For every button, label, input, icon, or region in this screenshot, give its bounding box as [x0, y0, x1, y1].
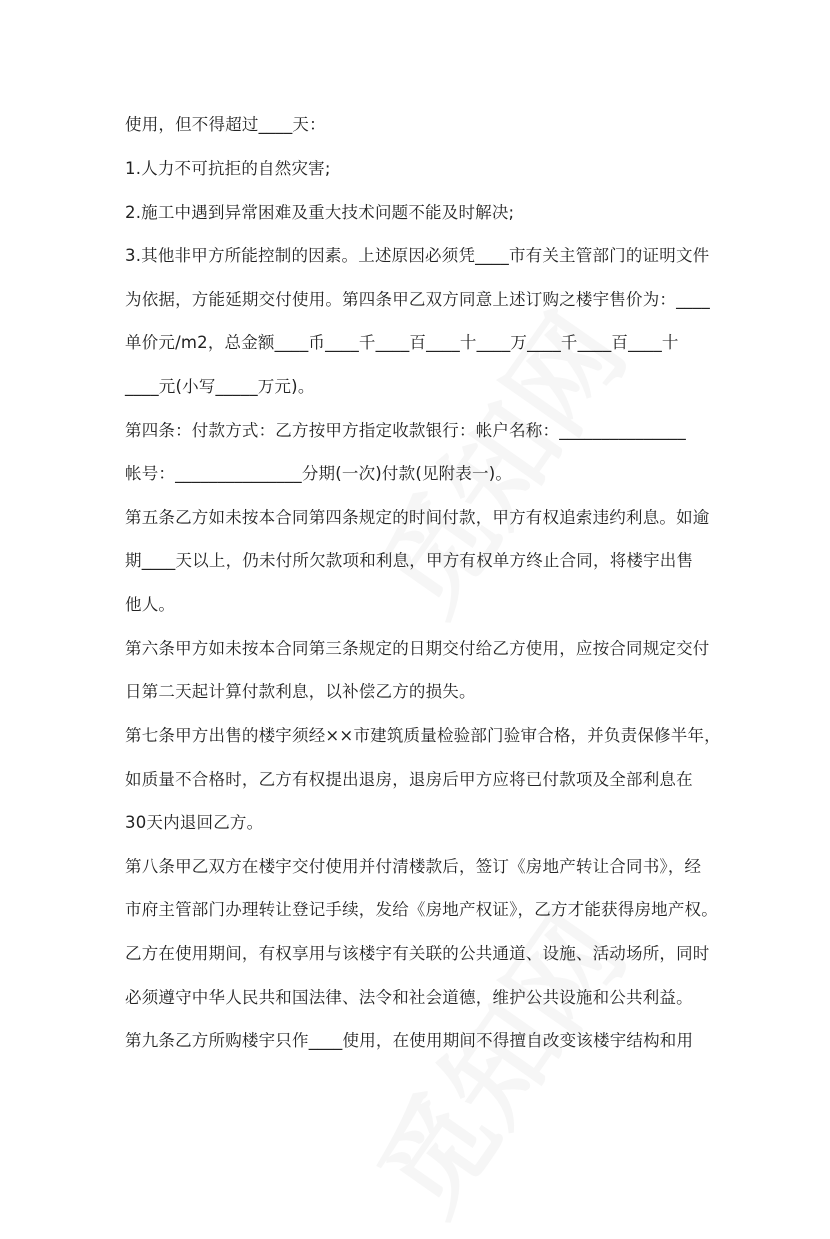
text-line: 第九条乙方所购楼宇只作____使用，在使用期间不得擅自改变该楼宇结构和用 — [125, 1031, 694, 1050]
text-line: 必须遵守中华人民共和国法律、法令和社会道德，维护公共设施和公共利益。 — [125, 988, 693, 1007]
text-line: 1.人力不可抗拒的自然灾害; — [125, 159, 331, 178]
text-line: 市府主管部门办理转让登记手续，发给《房地产权证》，乙方才能获得房地产权。 — [125, 900, 718, 919]
text-line: 乙方在使用期间，有权享用与该楼宇有关联的公共通道、设施、活动场所，同时 — [125, 944, 710, 963]
text-line: 期____天以上，仍未付所欠款项和利息，甲方有权单方终止合同，将楼宇出售 — [125, 551, 694, 570]
text-line: 第四条：付款方式：乙方按甲方指定收款银行：帐户名称：_______________ — [125, 421, 686, 440]
text-line: 帐号：_______________分期(一次)付款(见附表一)。 — [125, 464, 513, 483]
watermark — [336, 879, 655, 1239]
text-line: 为依据，方能延期交付使用。第四条甲乙双方同意上述订购之楼宇售价为：____ — [125, 290, 710, 309]
text-line: 第六条甲方如未按本合同第三条规定的日期交付给乙方使用，应按合同规定交付 — [125, 639, 710, 658]
text-line: 3.其他非甲方所能控制的因素。上述原因必须凭____市有关主管部门的证明文件 — [125, 246, 710, 265]
text-line: 他人。 — [125, 595, 176, 614]
text-line: 第七条甲方出售的楼宇须经××市建筑质量检验部门验审合格，并负责保修半年， — [125, 726, 721, 745]
text-line: 如质量不合格时，乙方有权提出退房，退房后甲方应将已付款项及全部利息在 — [125, 770, 693, 789]
text-line: 第八条甲乙双方在楼宇交付使用并付清楼款后，签订《房地产转让合同书》，经 — [125, 857, 702, 876]
text-line: 使用，但不得超过____天： — [125, 115, 326, 134]
text-line: 30天内退回乙方。 — [125, 813, 264, 832]
text-line: 单价元/m2，总金额____币____千____百____十____万____千____百____十 — [125, 333, 679, 352]
text-line: 2.施工中遇到异常困难及重大技术问题不能及时解决; — [125, 203, 515, 222]
text-line: 日第二天起计算付款利息，以补偿乙方的损失。 — [125, 682, 476, 701]
text-line: ____元(小写_____万元)。 — [125, 377, 315, 396]
text-line: 第五条乙方如未按本合同第四条规定的时间付款，甲方有权追索违约利息。如逾 — [125, 508, 710, 527]
